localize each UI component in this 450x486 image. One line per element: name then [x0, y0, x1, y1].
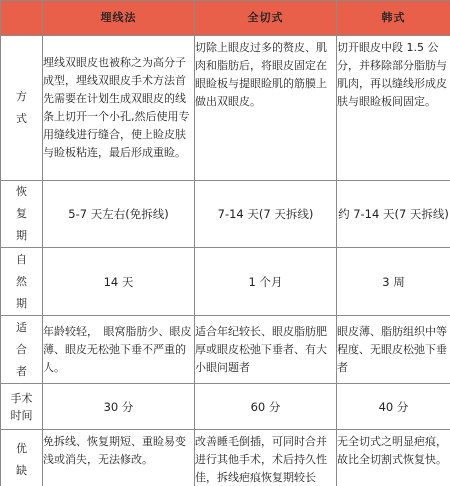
row-label: 恢复期: [1, 181, 43, 248]
table-row: [1, 430, 450, 486]
table-cell: 14 天: [43, 248, 195, 316]
table-cell: 60 分: [195, 384, 337, 430]
header-corner: [1, 1, 43, 36]
table-row: [1, 36, 450, 181]
table-cell: 切除上眼皮过多的赘皮、肌肉和脂肪后，将眼皮固定在眼睑板与提眼睑肌的筋膜上做出双眼皮。: [195, 36, 337, 181]
table-cell: 5-7 天左右(免拆线): [43, 181, 195, 248]
header-korean-style: 韩式: [337, 1, 450, 36]
table-cell: 1 个月: [195, 248, 337, 316]
row-label: 适合者: [1, 316, 43, 384]
table-cell: 无全切式之明显疤痕，故比全切割式恢复快。: [337, 430, 450, 486]
table-cell: 切开眼皮中段 1.5 公分，并移除部分脂肪与肌肉，再以缝线形成皮肤与眼睑板间固定。: [337, 36, 450, 181]
table-cell: 埋线双眼皮也被称之为高分子成型，埋线双眼皮手术方法首先需要在计划生成双眼皮的线条上切开一个小孔,然后使用专用缝线进行缝合，使上睑皮肤与睑板粘连，最后形成重睑。: [43, 36, 195, 181]
table-row: [1, 181, 450, 248]
table-cell: 眼皮薄、脂肪组织中等程度、无眼皮松弛下垂者: [337, 316, 450, 384]
table-cell: 40 分: [337, 384, 450, 430]
table-cell: 免拆线、恢复期短、重睑易变浅或消失，无法修改。: [43, 430, 195, 486]
table-cell: 3 周: [337, 248, 450, 316]
table-cell: 适合年纪较长、眼皮脂肪肥厚或眼皮松弛下垂者、有大小眼问题者: [195, 316, 337, 384]
table-cell: 年龄较轻， 眼窝脂肪少、眼皮薄、眼皮无松弛下垂不严重的人。: [43, 316, 195, 384]
table-row: [1, 316, 450, 384]
table-cell: 7-14 天(7 天拆线): [195, 181, 337, 248]
table-cell: 约 7-14 天(7 天拆线): [337, 181, 450, 248]
row-label: 手术时间: [1, 384, 43, 430]
table-row: [1, 384, 450, 430]
table-row: [1, 248, 450, 316]
header-buried-suture: 埋线法: [43, 1, 195, 36]
row-label: 方式: [1, 36, 43, 181]
table-cell: 30 分: [43, 384, 195, 430]
table-cell: 改善睡毛倒插，可同时合并进行其他手术，术后持久性佳，拆线疤痕恢复期较长: [195, 430, 337, 486]
header-row: [1, 1, 450, 36]
header-full-incision: 全切式: [195, 1, 337, 36]
row-label: 自然期: [1, 248, 43, 316]
row-label: 优缺: [1, 430, 43, 486]
